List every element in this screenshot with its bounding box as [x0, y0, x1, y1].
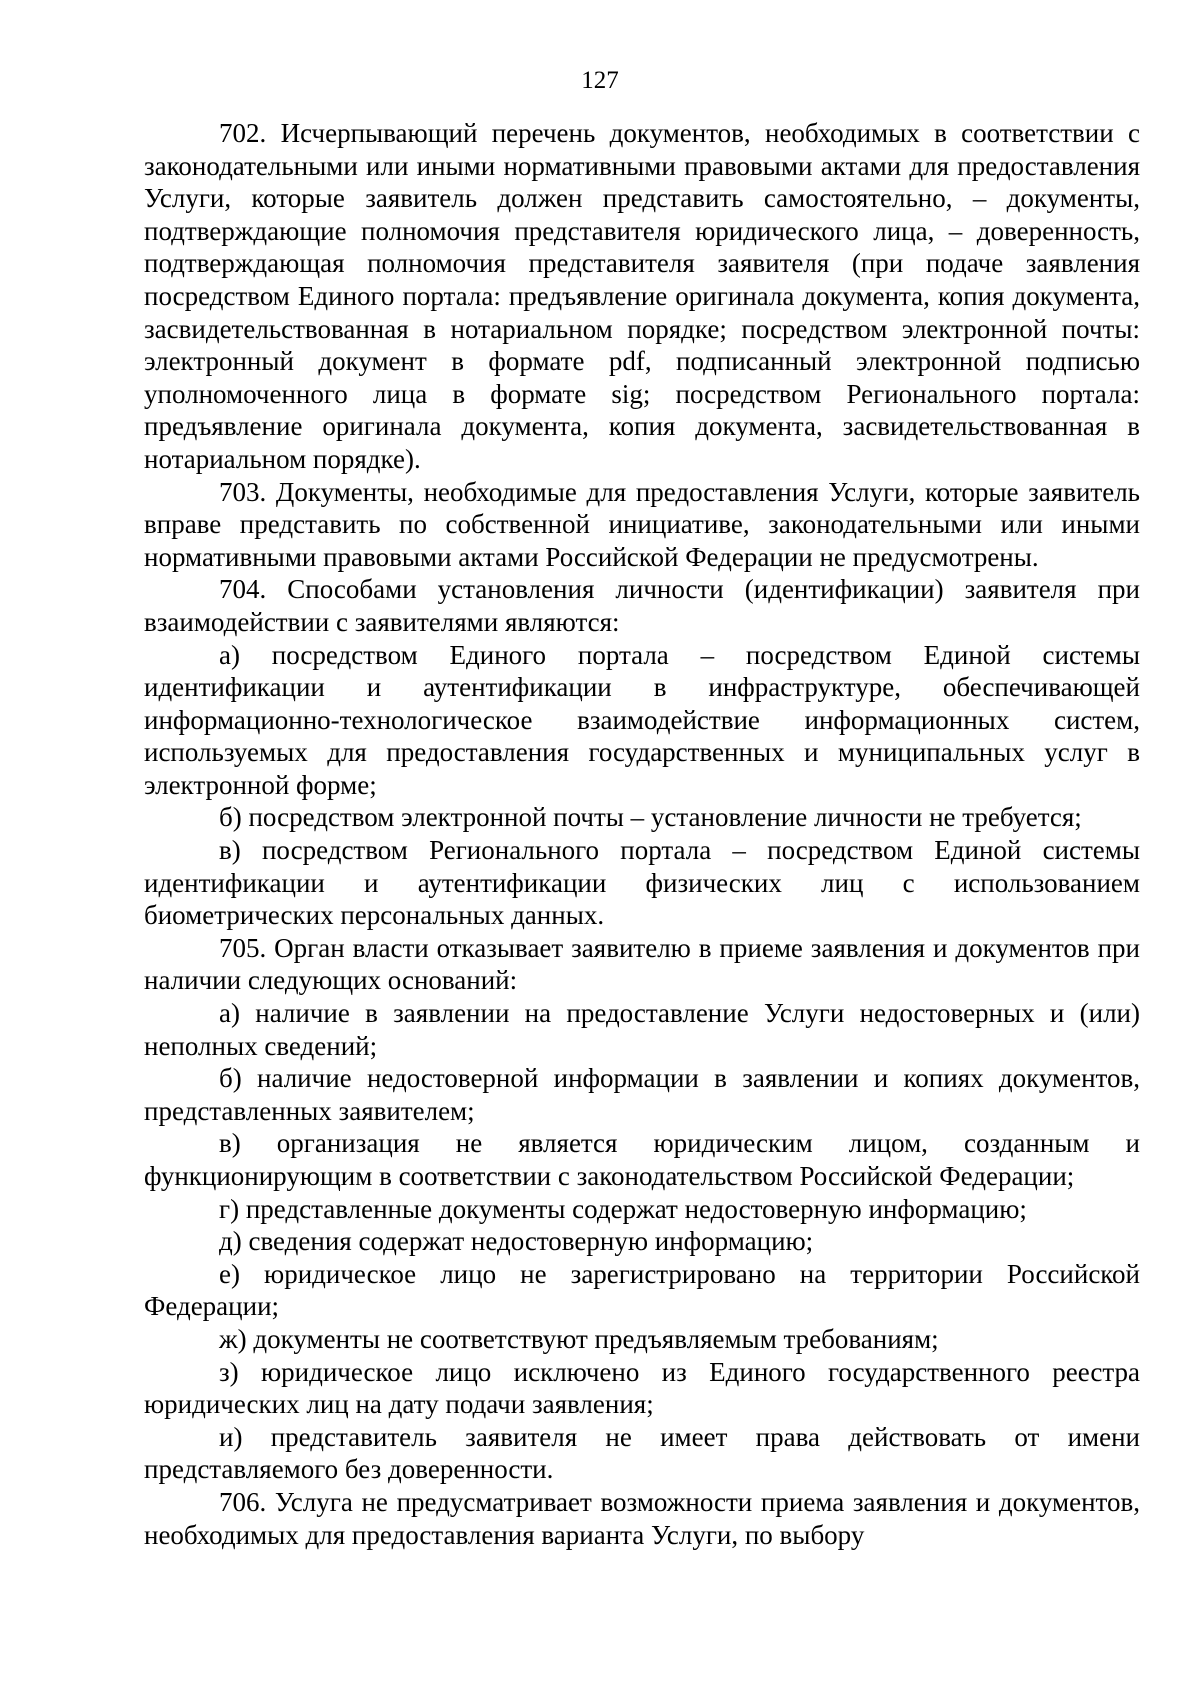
list-item-704-v: в) посредством Регионального портала – посредством Единой системы идентификации и аутентификации физических лиц с использованием биометрических персональных данных. — [144, 835, 1140, 931]
list-item-705-b: б) наличие недостоверной информации в заявлении и копиях документов, представленных заявителем; — [144, 1063, 1140, 1126]
paragraph-703: 703. Документы, необходимые для предоставления Услуги, которые заявитель вправе представить по собственной инициативе, законодательными или иными нормативными правовыми актами Российской Федерации не предусмотрены. — [144, 476, 1140, 572]
list-item-705-zh: ж) документы не соответствуют предъявляемым требованиям; — [219, 1323, 939, 1354]
list-item-705-e: е) юридическое лицо не зарегистрировано на территории Российской Федерации; — [144, 1258, 1140, 1322]
document-body — [144, 117, 1140, 1551]
paragraph-705: 705. Орган власти отказывает заявителю в приеме заявления и документов при наличии следующих оснований: — [144, 932, 1140, 996]
paragraph-706: 706. Услуга не предусматривает возможности приема заявления и документов, необходимых для предоставления варианта Услуги, по выбору — [144, 1486, 1140, 1550]
list-item-704-a: а) посредством Единого портала – посредством Единой системы идентификации и аутентификации в инфраструктуре, обеспечивающей информационно-технологическое взаимодействие информационных систем, используемых для предоставления государственных и муниципальных услуг в электронной форме; — [144, 639, 1140, 800]
list-item-705-a: а) наличие в заявлении на предоставление Услуги недостоверных и (или) неполных сведений; — [144, 998, 1140, 1061]
list-item-705-v: в) организация не является юридическим лицом, созданным и функционирующим в соответствии с законодательством Российской Федерации; — [144, 1128, 1140, 1191]
paragraph-702: 702. Исчерпывающий перечень документов, необходимых в соответствии с законодательными или иными нормативными правовыми актами для предоставления Услуги, которые заявитель должен представить самостоятельно, – документы, подтверждающие полномочия представителя юридического лица, – доверенность, подтверждающая полномочия представителя заявителя (при подаче заявления посредством Единого портала: предъявление оригинала документа, копия документа, засвидетельствованная в нотариальном порядке; посредством электронной почты: электронный документ в формате pdf, подписанный электронной подписью уполномоченного лица в формате sig; посредством Регионального портала: предъявление оригинала документа, копия документа, засвидетельствованная в нотариальном порядке). — [144, 118, 1140, 474]
page-number: 127 — [581, 67, 619, 94]
list-item-704-b: б) посредством электронной почты – установление личности не требуется; — [219, 802, 1082, 833]
list-item-705-d: д) сведения содержат недостоверную информацию; — [219, 1226, 814, 1257]
paragraph-704: 704. Способами установления личности (идентификации) заявителя при взаимодействии с заявителями являются: — [144, 574, 1140, 637]
list-item-705-g: г) представленные документы содержат недостоверную информацию; — [219, 1193, 1027, 1224]
list-item-705-i: и) представитель заявителя не имеет права действовать от имени представляемого без доверенности. — [144, 1421, 1140, 1485]
list-item-705-z: з) юридическое лицо исключено из Единого государственного реестра юридических лиц на дату подачи заявления; — [144, 1356, 1140, 1420]
